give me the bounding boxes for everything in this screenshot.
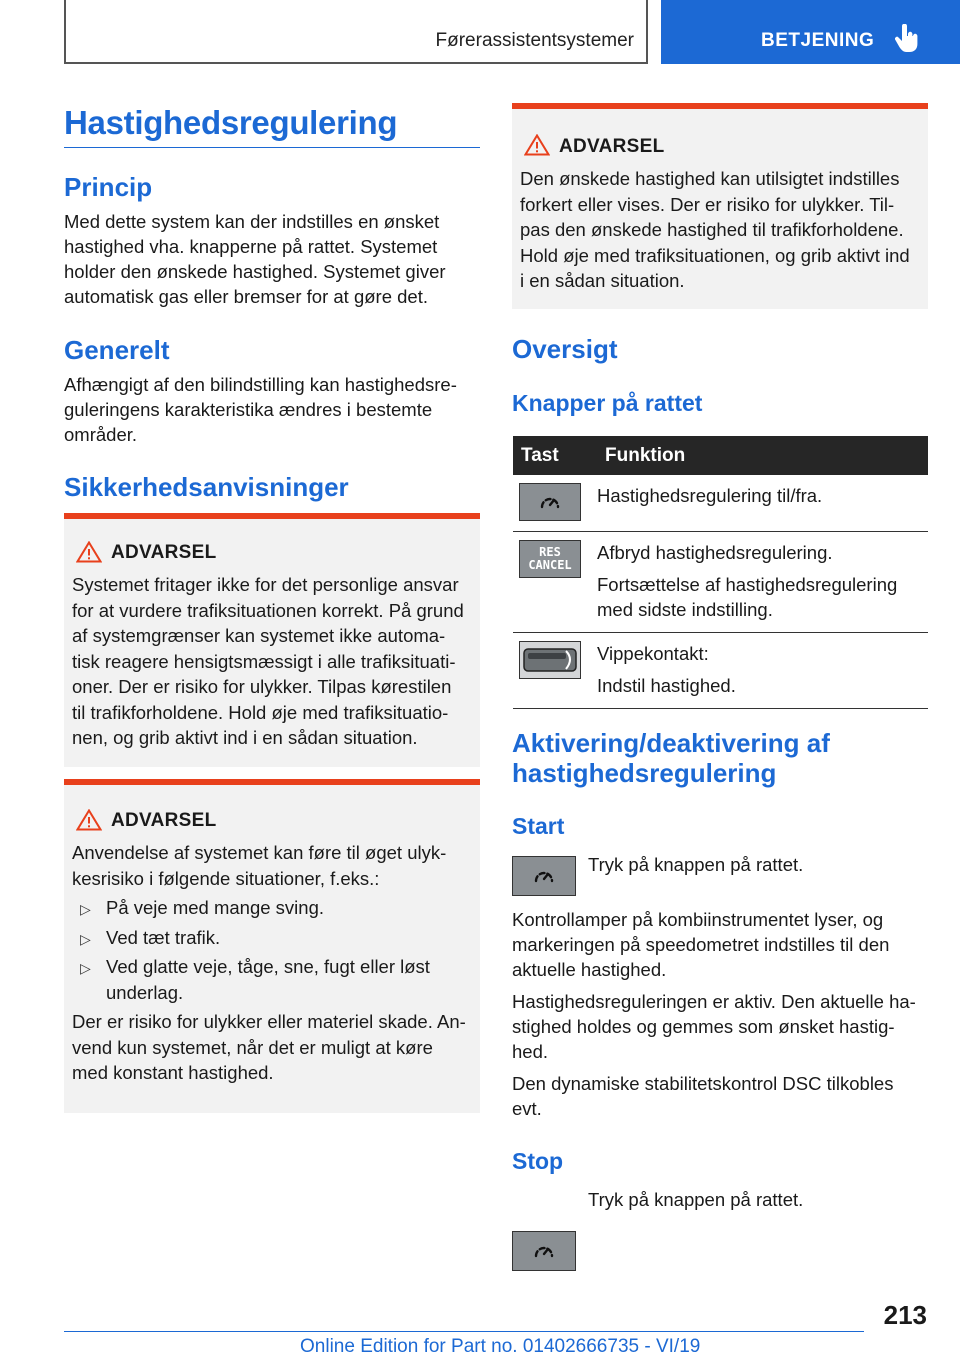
heading-sikkerhed: Sikkerhedsanvisninger: [64, 472, 349, 502]
function-text: Hastighedsregulering til/fra.: [597, 485, 823, 506]
warning-title: ADVARSEL: [111, 542, 217, 563]
text-line: Kontrollamper på kombiinstrumentet lyser, og: [512, 909, 884, 930]
text-line: Den dynamiske stabilitetskontrol DSC tilkobles: [512, 1073, 894, 1094]
text-line: områder.: [64, 424, 138, 445]
list-item-text: Ved tæt trafik.: [106, 926, 221, 948]
warning-triangle-icon: [76, 809, 102, 831]
text-line: Anvendelse af systemet kan føre til øget ulyk-: [72, 842, 447, 863]
warning-text: [520, 166, 925, 294]
text-line: holder den ønskede hastighed. Systemet giver: [64, 261, 446, 282]
generelt-text: [64, 372, 484, 447]
cruise-control-icon: [512, 1231, 576, 1271]
table-header-row: [513, 436, 928, 475]
cruise-control-icon: [512, 856, 576, 896]
warning-triangle-icon: [524, 134, 550, 156]
heading-aktivering: [512, 728, 830, 788]
table-cell-function: [597, 633, 928, 709]
heading-oversigt: Oversigt: [512, 334, 618, 364]
text-line: forkert eller vises. Der er risiko for ulykker. Til-: [520, 193, 895, 215]
table-cell-key: [513, 475, 597, 532]
table-cell-function: [597, 532, 928, 633]
text-line: Afhængigt af den bilindstilling kan hastighedsre-: [64, 374, 457, 395]
warning-box-2: [64, 779, 480, 1113]
heading-start: Start: [512, 813, 565, 839]
text-line: hed.: [512, 1041, 549, 1062]
key-label-res: RES: [539, 545, 561, 559]
table-cell-key: [513, 633, 597, 709]
text-line: vend kun systemet, når det er muligt at køre: [72, 1036, 433, 1058]
start-text: [512, 907, 932, 1121]
heading-generelt: Generelt: [64, 335, 170, 365]
table-header-tast: Tast: [513, 436, 597, 475]
text-line: kesrisiko i følgende situationer, f.eks.:: [72, 867, 380, 889]
function-text: Afbryd hastighedsregulering.: [597, 542, 833, 563]
list-item-text: På veje med mange sving.: [106, 897, 325, 918]
list-item: ▷ På veje med mange sving.: [80, 897, 325, 918]
function-text: Vippekontakt:: [597, 643, 709, 664]
key-label-cancel: CANCEL: [528, 558, 572, 572]
text-line: Hastighedsreguleringen er aktiv. Den aktuelle ha-: [512, 991, 916, 1012]
text-line: for at vurdere trafiksituationen korrekt. På grund: [72, 599, 464, 621]
function-text: Fortsættelse af hastighedsregulering med sidste indstilling.: [597, 574, 898, 620]
text-line: guleringens karakteristika ændres i bestemte: [64, 399, 433, 420]
list-item-text: Ved glatte veje, tåge, sne, fugt eller løst underlag.: [106, 956, 430, 1003]
warning-text: [72, 840, 477, 1086]
text-line: evt.: [512, 1098, 542, 1119]
heading-princip: Princip: [64, 172, 153, 202]
text-line: Hold øje med trafiksituationen, og grib aktivt ind: [520, 244, 910, 266]
table-row: [513, 532, 928, 633]
heading-stop: Stop: [512, 1148, 564, 1174]
warning-triangle-icon: [76, 541, 102, 563]
text-line: oner. Der er risiko for ulykker. Tilpas kørestilen: [72, 676, 452, 697]
text-line: aktuelle hastighed.: [512, 959, 667, 980]
start-step: Tryk på knappen på rattet.: [588, 854, 804, 875]
paragraph-gap: [512, 982, 932, 989]
header-chapter-title: BETJENING: [761, 30, 875, 51]
function-text: Indstil hastighed.: [597, 675, 736, 696]
table-row: [513, 633, 928, 709]
table-cell-function: [597, 475, 928, 532]
text-line: Den ønskede hastighed kan utilsigtet indstilles: [520, 168, 900, 189]
bullet-list: [72, 895, 477, 1005]
text-line: af systemgrænser kan systemet ikke automa-: [72, 625, 446, 646]
text-line: Systemet fritager ikke for det personlige ansvar: [72, 574, 459, 595]
page-title: Hastighedsregulering: [64, 104, 398, 141]
text-line: til trafikforholdene. Hold øje med trafiksituatio-: [72, 701, 449, 723]
heading-line: hastighedsregulering: [512, 758, 777, 788]
text-line: hastighed vha. knapperne på rattet. Systemet: [64, 236, 438, 257]
button-table: [513, 436, 928, 709]
list-item: ▷ Ved tæt trafik.: [80, 926, 221, 948]
warning-text: [72, 572, 477, 751]
header-chapter-tab[interactable]: [661, 0, 960, 64]
list-item: ▷ Ved glatte veje, tåge, sne, fugt eller løst underlag.: [80, 956, 430, 1003]
table-header-funktion: Funktion: [597, 436, 928, 475]
title-underline: [64, 147, 480, 148]
heading-knapper: Knapper på rattet: [512, 390, 703, 416]
text-line: med konstant hastighed.: [72, 1062, 274, 1083]
cruise-control-icon: [519, 483, 581, 521]
heading-line: Aktivering/deaktivering af: [512, 728, 830, 758]
paragraph-gap: [512, 1064, 932, 1071]
table-cell-key: [513, 532, 597, 633]
warning-box-1: [64, 513, 480, 767]
text-line: tisk reagere hensigtsmæssigt i alle trafiksituati-: [72, 650, 456, 672]
text-line: Der er risiko for ulykker eller materiel skade. An-: [72, 1011, 466, 1032]
header-section-title: Førerassistentsystemer: [435, 30, 634, 51]
text-line: i en sådan situation.: [520, 270, 685, 291]
stop-step: Tryk på knappen på rattet.: [588, 1189, 804, 1210]
rocker-switch-icon: [519, 641, 581, 679]
text-line: markeringen på speedometret indstilles til den: [512, 934, 890, 955]
table-row: [513, 475, 928, 532]
warning-box-3: [512, 103, 928, 309]
princip-text: [64, 209, 484, 309]
warning-title: ADVARSEL: [559, 136, 665, 157]
footer-rule: [64, 1331, 864, 1332]
res-cancel-icon: [519, 540, 581, 578]
page-number: 213: [883, 1300, 927, 1330]
text-line: automatisk gas eller bremser for at gøre det.: [64, 286, 428, 307]
footer-edition: Online Edition for Part no. 01402666735 - VI/19: [300, 1336, 701, 1357]
text-line: nen, og grib aktivt ind i en sådan situation.: [72, 727, 418, 748]
text-line: pas den ønskede hastighed til trafikforholdene.: [520, 219, 904, 240]
warning-title: ADVARSEL: [111, 810, 217, 831]
text-line: stighed holdes og gemmes som ønsket hastig-: [512, 1016, 895, 1037]
text-line: Med dette system kan der indstilles en ønsket: [64, 211, 440, 232]
header-section-box: [64, 0, 648, 64]
hand-pointer-icon: [895, 24, 919, 54]
